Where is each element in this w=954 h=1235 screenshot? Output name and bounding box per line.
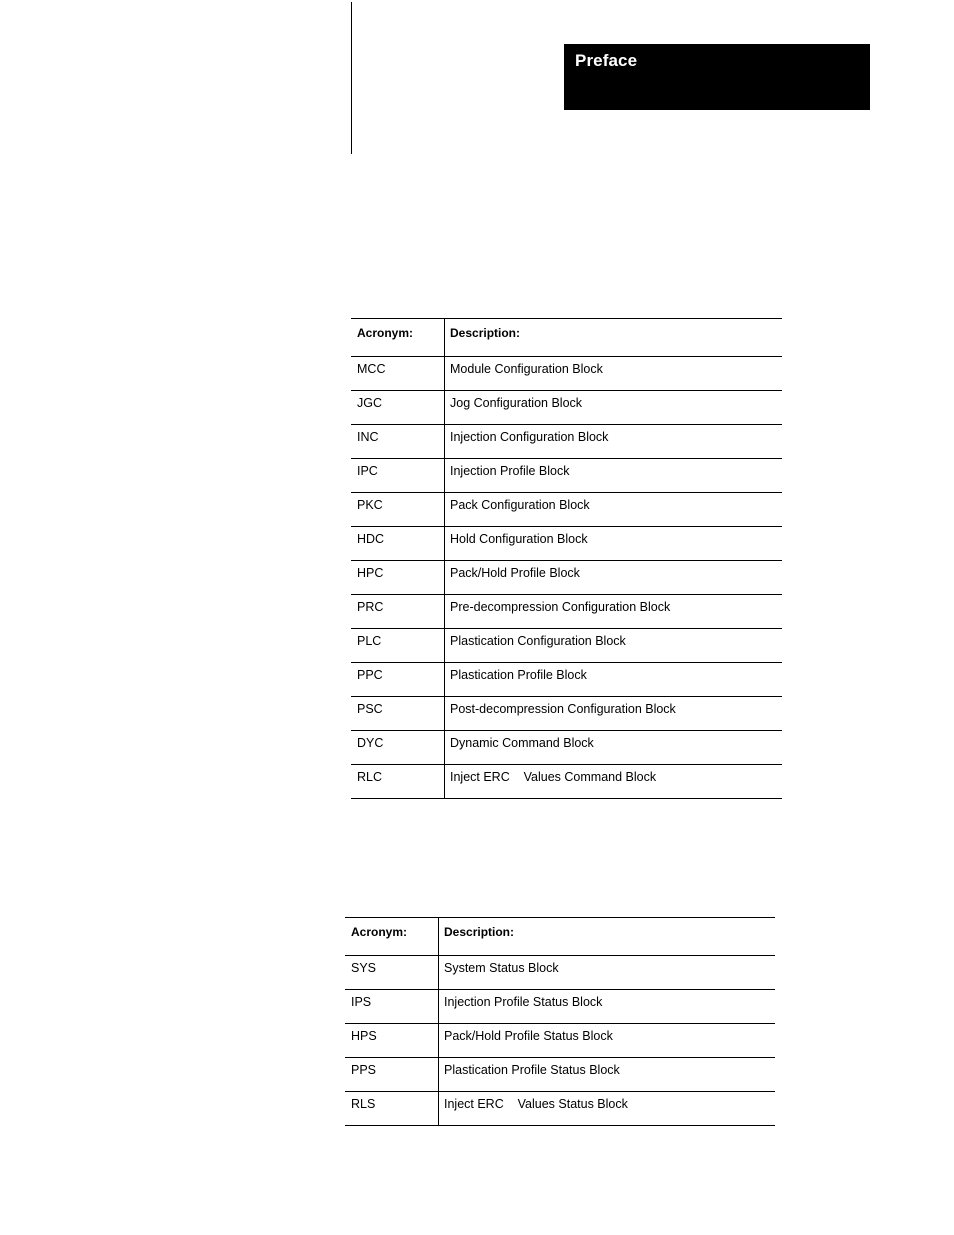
acronym-table-config xyxy=(351,318,782,799)
section-title: Preface xyxy=(575,51,638,70)
table-row xyxy=(351,425,782,459)
acronym-cell: PPC xyxy=(351,663,445,697)
table-row xyxy=(345,990,775,1024)
description-cell: Injection Profile Block xyxy=(445,459,783,493)
acronym-cell: PRC xyxy=(351,595,445,629)
description-column-header: Description: xyxy=(439,918,776,956)
acronym-cell: DYC xyxy=(351,731,445,765)
description-cell: System Status Block xyxy=(439,956,776,990)
acronym-cell: HPC xyxy=(351,561,445,595)
acronym-cell: PKC xyxy=(351,493,445,527)
table-row xyxy=(345,1092,775,1126)
acronym-cell: RLS xyxy=(345,1092,439,1126)
table-header-row xyxy=(351,319,782,357)
table-row xyxy=(351,595,782,629)
table-row xyxy=(351,391,782,425)
table-row xyxy=(345,956,775,990)
table-row xyxy=(351,561,782,595)
description-cell: Pre-decompression Configuration Block xyxy=(445,595,783,629)
description-cell: Plastication Profile Block xyxy=(445,663,783,697)
description-cell: Pack/Hold Profile Status Block xyxy=(439,1024,776,1058)
table-row xyxy=(351,527,782,561)
acronym-cell: IPC xyxy=(351,459,445,493)
description-cell: Hold Configuration Block xyxy=(445,527,783,561)
table-row xyxy=(351,697,782,731)
description-cell: Inject ERC Values Status Block xyxy=(439,1092,776,1126)
description-cell: Inject ERC Values Command Block xyxy=(445,765,783,799)
table-row xyxy=(351,731,782,765)
acronym-cell: PPS xyxy=(345,1058,439,1092)
description-cell: Pack Configuration Block xyxy=(445,493,783,527)
description-cell: Dynamic Command Block xyxy=(445,731,783,765)
description-column-header: Description: xyxy=(445,319,783,357)
description-cell: Jog Configuration Block xyxy=(445,391,783,425)
description-cell: Plastication Configuration Block xyxy=(445,629,783,663)
acronym-cell: PLC xyxy=(351,629,445,663)
acronym-cell: IPS xyxy=(345,990,439,1024)
acronym-cell: JGC xyxy=(351,391,445,425)
description-cell: Injection Profile Status Block xyxy=(439,990,776,1024)
description-cell: Pack/Hold Profile Block xyxy=(445,561,783,595)
description-cell: Module Configuration Block xyxy=(445,357,783,391)
description-cell: Injection Configuration Block xyxy=(445,425,783,459)
acronym-cell: MCC xyxy=(351,357,445,391)
acronym-column-header: Acronym: xyxy=(345,918,439,956)
table-row xyxy=(351,493,782,527)
acronym-table-status xyxy=(345,917,775,1126)
table-row xyxy=(345,1058,775,1092)
acronym-cell: HDC xyxy=(351,527,445,561)
description-cell: Plastication Profile Status Block xyxy=(439,1058,776,1092)
section-tab xyxy=(564,44,870,110)
acronym-cell: PSC xyxy=(351,697,445,731)
acronym-cell: INC xyxy=(351,425,445,459)
acronym-cell: SYS xyxy=(345,956,439,990)
acronym-cell: HPS xyxy=(345,1024,439,1058)
table-row xyxy=(345,1024,775,1058)
table-row xyxy=(351,765,782,799)
description-cell: Post-decompression Configuration Block xyxy=(445,697,783,731)
acronym-column-header: Acronym: xyxy=(351,319,445,357)
table-row xyxy=(351,629,782,663)
table-row xyxy=(351,357,782,391)
table-row xyxy=(351,663,782,697)
margin-rule xyxy=(351,2,352,154)
table-header-row xyxy=(345,918,775,956)
acronym-cell: RLC xyxy=(351,765,445,799)
table-row xyxy=(351,459,782,493)
